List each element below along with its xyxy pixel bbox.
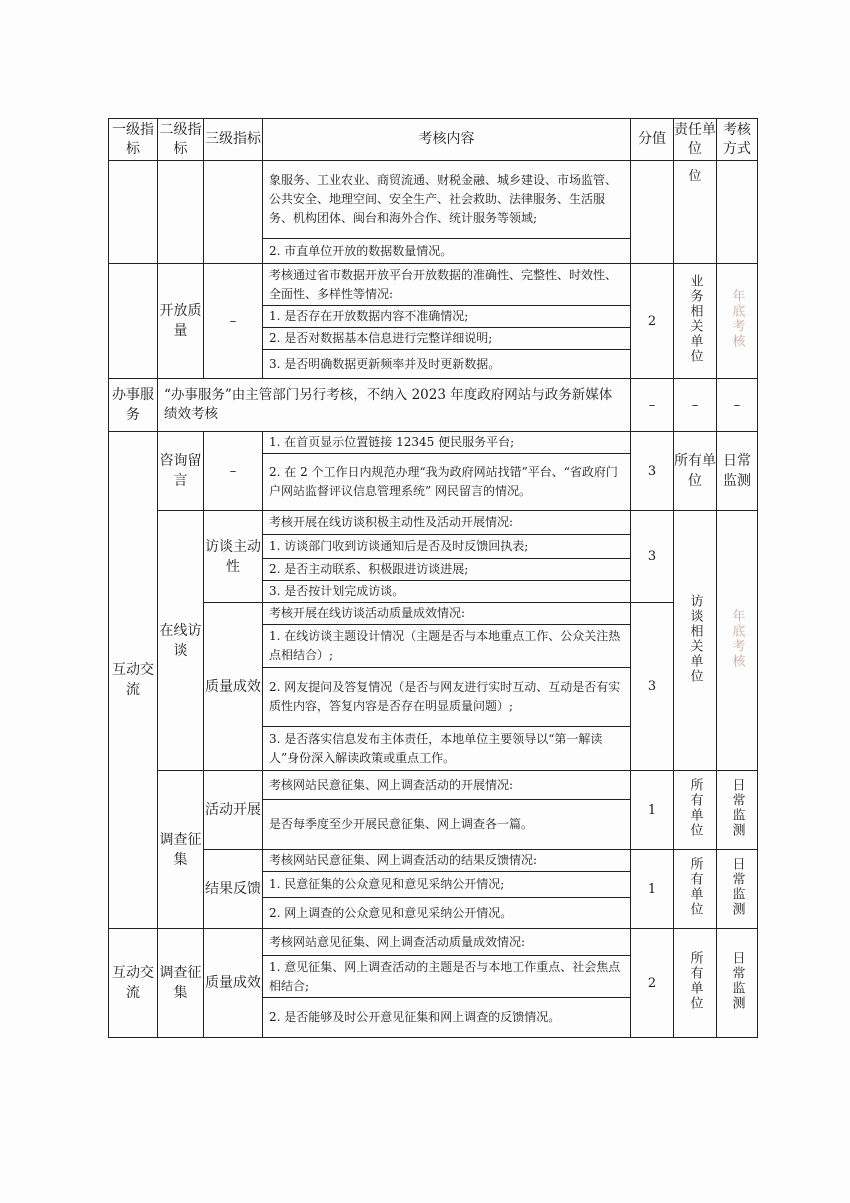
unit-value: 所有单位 bbox=[674, 432, 717, 511]
level3-cell-empty bbox=[204, 161, 263, 264]
method-text: 日常监测 bbox=[729, 951, 745, 1011]
header-score: 分值 bbox=[631, 119, 674, 161]
method-value: 日常监测 bbox=[717, 432, 758, 511]
content-item: 2. 是否对数据基本信息进行完整详细说明; bbox=[263, 328, 631, 350]
method-cell bbox=[717, 771, 758, 850]
content-item: 1. 民意征集的公众意见和意见采纳公开情况; bbox=[263, 872, 631, 898]
table-row bbox=[109, 929, 758, 956]
unit-text: 业务相关单位 bbox=[687, 274, 703, 364]
unit-cell bbox=[674, 771, 717, 850]
method-cell bbox=[717, 511, 758, 771]
method-text: 年底考核 bbox=[729, 289, 745, 349]
content-item: 3. 是否落实信息发布主体责任，本地单位主要领导以“第一解读人”身份深入解读政策或重点工作。 bbox=[263, 727, 631, 771]
level3-activity: 活动开展 bbox=[204, 771, 263, 850]
unit-cell bbox=[674, 511, 717, 771]
header-content: 考核内容 bbox=[263, 119, 631, 161]
unit-cell bbox=[674, 161, 717, 264]
level3-feedback: 结果反馈 bbox=[204, 850, 263, 929]
content-item: 1. 在线访谈主题设计情况（主题是否与本地重点工作、公众关注热点相结合）; bbox=[263, 625, 631, 668]
content-item: 2. 是否能够及时公开意见征集和网上调查的反馈情况。 bbox=[263, 998, 631, 1038]
content-intro: 考核网站民意征集、网上调查活动的结果反馈情况: bbox=[263, 850, 631, 872]
method-text: 日常监测 bbox=[729, 778, 745, 838]
unit-text: 所有单位 bbox=[687, 951, 703, 1011]
unit-cell bbox=[674, 264, 717, 379]
score-value: 2 bbox=[631, 264, 674, 379]
level1-cell-empty bbox=[109, 264, 158, 379]
level1-interact-2: 互动交流 bbox=[109, 929, 158, 1038]
content-item: 3. 是否按计划完成访谈。 bbox=[263, 581, 631, 603]
score-value: 1 bbox=[631, 771, 674, 850]
content-item: 2. 是否主动联系、积极跟进访谈进展; bbox=[263, 559, 631, 581]
table-row bbox=[109, 511, 758, 535]
level2-cell-empty bbox=[158, 161, 204, 264]
unit-value: – bbox=[674, 379, 717, 432]
level2-survey-2: 调查征集 bbox=[158, 929, 204, 1038]
content-intro: 考核开展在线访谈积极主动性及活动开展情况: bbox=[263, 511, 631, 535]
header-level3: 三级指标 bbox=[204, 119, 263, 161]
level3-effect-2: 质量成效 bbox=[204, 929, 263, 1038]
level3-initiative: 访谈主动性 bbox=[204, 511, 263, 603]
method-cell bbox=[717, 264, 758, 379]
content-continuation: 象服务、工业农业、商贸流通、财税金融、城乡建设、市场监管、公共安全、地理空间、安全生产、社会救助、法律服务、生活服务、机构团体、闽台和海外合作、统计服务等领域; bbox=[263, 161, 631, 239]
header-method: 考核方式 bbox=[717, 119, 758, 161]
unit-cell bbox=[674, 850, 717, 929]
unit-text: 位 bbox=[688, 169, 702, 184]
level3-dash: – bbox=[204, 264, 263, 379]
level2-online: 在线访谈 bbox=[158, 511, 204, 771]
method-cell-empty bbox=[717, 161, 758, 264]
score-value: 1 bbox=[631, 850, 674, 929]
level1-cell-empty bbox=[109, 161, 158, 264]
method-text: 日常监测 bbox=[729, 857, 745, 917]
level3-effect: 质量成效 bbox=[204, 603, 263, 771]
unit-cell bbox=[674, 929, 717, 1038]
method-text: 年底考核 bbox=[729, 608, 745, 669]
score-value: – bbox=[631, 379, 674, 432]
header-level2: 二级指标 bbox=[158, 119, 204, 161]
level1-interact: 互动交流 bbox=[109, 432, 158, 929]
content-intro: 考核网站意见征集、网上调查活动质量成效情况: bbox=[263, 929, 631, 956]
table-row bbox=[109, 161, 758, 239]
header-unit: 责任单位 bbox=[674, 119, 717, 161]
table-row bbox=[109, 264, 758, 306]
score-value: 3 bbox=[631, 511, 674, 603]
score-value: 3 bbox=[631, 603, 674, 771]
unit-text: 所有单位 bbox=[687, 778, 703, 838]
table-row bbox=[109, 603, 758, 625]
score-value: 2 bbox=[631, 929, 674, 1038]
content-item: 2. 网友提问及答复情况（是否与网友进行实时互动、互动是否有实质性内容，答复内容是否存在明显质量问题）; bbox=[263, 668, 631, 727]
content-item: 1. 访谈部门收到访谈通知后是否及时反馈回执表; bbox=[263, 535, 631, 559]
score-cell-empty bbox=[631, 161, 674, 264]
level3-dash: – bbox=[204, 432, 263, 511]
method-cell bbox=[717, 929, 758, 1038]
content-intro: 考核网站民意征集、网上调查活动的开展情况: bbox=[263, 771, 631, 800]
content-item: 1. 意见征集、网上调查活动的主题是否与本地工作重点、社会焦点相结合; bbox=[263, 956, 631, 998]
unit-text: 访谈相关单位 bbox=[687, 593, 703, 684]
header-level1: 一级指标 bbox=[109, 119, 158, 161]
table-row bbox=[109, 771, 758, 800]
content-item: 3. 是否明确数据更新频率并及时更新数据。 bbox=[263, 350, 631, 379]
content-intro: 考核通过省市数据开放平台开放数据的准确性、完整性、时效性、全面性、多样性等情况: bbox=[263, 264, 631, 306]
method-value: – bbox=[717, 379, 758, 432]
content-item: 2. 市直单位开放的数据数量情况。 bbox=[263, 239, 631, 264]
content-item: 2. 网上调查的公众意见和意见采纳公开情况。 bbox=[263, 898, 631, 929]
score-value: 3 bbox=[631, 432, 674, 511]
level2-open-quality: 开放质量 bbox=[158, 264, 204, 379]
unit-text: 所有单位 bbox=[687, 857, 703, 917]
content-intro: 考核开展在线访谈活动质量成效情况: bbox=[263, 603, 631, 625]
content-item: 是否每季度至少开展民意征集、网上调查各一篇。 bbox=[263, 800, 631, 850]
header-row bbox=[109, 119, 758, 161]
assessment-table bbox=[108, 118, 758, 1038]
service-row bbox=[109, 379, 758, 432]
content-item: 1. 在首页显示位置链接 12345 便民服务平台; bbox=[263, 432, 631, 454]
content-item: 1. 是否存在开放数据内容不准确情况; bbox=[263, 306, 631, 328]
table-row bbox=[109, 850, 758, 872]
method-cell bbox=[717, 850, 758, 929]
level1-service: 办事服务 bbox=[109, 379, 158, 432]
level2-survey: 调查征集 bbox=[158, 771, 204, 929]
table-row bbox=[109, 432, 758, 454]
level2-consult: 咨询留言 bbox=[158, 432, 204, 511]
content-item: 2. 在 2 个工作日内规范办理“我为政府网站找错”平台、“省政府门户网站监督评议信息管理系统” 网民留言的情况。 bbox=[263, 454, 631, 511]
service-content: “办事服务”由主管部门另行考核，不纳入 2023 年度政府网站与政务新媒体绩效考核 bbox=[158, 379, 631, 432]
